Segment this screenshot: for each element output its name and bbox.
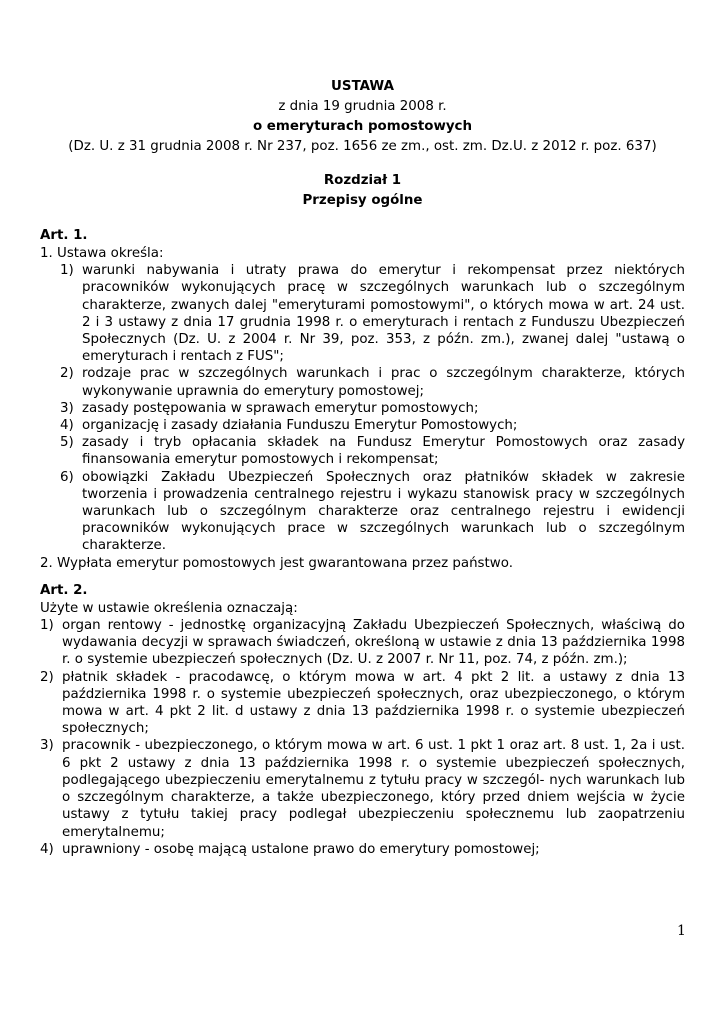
item-text: pracownik - ubezpieczonego, o którym mowa w art. 6 ust. 1 pkt 1 oraz art. 8 ust. 1, 2a i ust. 6 pkt 2 ustawy z dnia 13 października 1998 r. o systemie ubezpieczeń społecznych, podlegającego ubezpieczeniu emerytalnemu z tytułu pracy w szczegól- nych warunkach lub o szczególnym charakterze, a także ubezpieczonego, który przed dniem wejścia w życie ustawy z tytułu takiej pracy podlegał ubezpieczeniu społecznemu lub zaopatrzeniu emerytalnemu;: [62, 738, 685, 840]
item-text: organ rentowy - jednostkę organizacyjną Zakładu Ubezpieczeń Społecznych, właściwą do wydawania decyzji w sprawach świadczeń, określoną w ustawie z dnia 13 października 1998 r. o systemie ubezpieczeń społecznych (Dz. U. z 2007 r. Nr 11, poz. 74, z późn. zm.);: [62, 618, 685, 668]
act-date: z dnia 19 grudnia 2008 r.: [278, 99, 447, 114]
item-number: 4): [60, 418, 74, 434]
article-2-items: [40, 617, 685, 858]
list-item: [40, 737, 685, 840]
article-1-paragraph-2: 2. Wypłata emerytur pomostowych jest gwarantowana przez państwo.: [40, 555, 513, 571]
article-1-heading: Art. 1.: [40, 228, 88, 243]
act-source: (Dz. U. z 31 grudnia 2008 r. Nr 237, poz. 1656 ze zm., ost. zm. Dz.U. z 2012 r. poz. 637): [68, 139, 657, 154]
item-text: organizację i zasady działania Funduszu Emerytur Pomostowych;: [82, 418, 518, 434]
list-item: [40, 617, 685, 669]
act-title: USTAWA: [331, 79, 394, 94]
item-text: warunki nabywania i utraty prawa do emerytur i rekompensat przez niektórych pracowników wykonujących pracę w szczególnych warunkach lub o szczególnym charakterze, zwanych dalej "emeryturami pomostowymi", o których mowa w art. 24 ust. 2 i 3 ustawy z dnia 17 grudnia 1998 r. o emeryturach i rentach z Funduszu Ubezpieczeń Społecznych (Dz. U. z 2004 r. Nr 39, poz. 353, z późn. zm.), zwanej dalej "ustawą o emeryturach i rentach z FUS";: [82, 263, 685, 365]
item-number: 1): [60, 263, 74, 279]
item-number: 2): [40, 669, 54, 685]
list-item: [40, 669, 685, 738]
article-2-heading: Art. 2.: [40, 582, 88, 598]
article-2-intro: Użyte w ustawie określenia oznaczają:: [40, 600, 298, 616]
item-text: zasady postępowania w sprawach emerytur pomostowych;: [82, 400, 479, 416]
item-number: 5): [60, 435, 74, 451]
item-number: 3): [60, 400, 74, 416]
document-page: [40, 77, 685, 858]
article-1-items: [40, 262, 685, 554]
list-item: [40, 262, 685, 365]
item-text: zasady i tryb opłacania składek na Fundusz Emerytur Pomostowych oraz zasady finansowania emerytur pomostowych i rekompensat;: [82, 435, 685, 468]
act-header: [40, 77, 685, 157]
item-number: 2): [60, 366, 74, 382]
item-number: 1): [40, 618, 54, 634]
chapter-number: Rozdział 1: [323, 173, 402, 188]
list-item: [40, 434, 685, 468]
list-item: [40, 365, 685, 399]
article-2: [40, 582, 685, 858]
act-subject: o emeryturach pomostowych: [252, 119, 473, 134]
chapter-name: Przepisy ogólne: [302, 193, 423, 208]
item-number: 3): [40, 738, 54, 754]
item-number: 6): [60, 469, 74, 485]
item-number: 4): [40, 841, 54, 857]
chapter-heading: [40, 171, 685, 211]
item-text: obowiązki Zakładu Ubezpieczeń Społecznych oraz płatników składek w zakresie tworzenia i prowadzenia centralnego rejestru i wykazu stanowisk pracy w szczególnych warunkach lub o szczególnym charakterze oraz centralnego rejestru i ewidencji pracowników wykonujących prace w szczególnych warunkach lub o szczególnym charakterze.: [82, 469, 685, 554]
article-1-paragraph-1-intro: 1. Ustawa określa:: [40, 246, 164, 261]
list-item: [40, 417, 685, 434]
page-number: 1: [677, 923, 686, 939]
item-text: uprawniony - osobę mającą ustalone prawo do emerytury pomostowej;: [62, 841, 540, 857]
item-text: rodzaje prac w szczególnych warunkach i prac o szczególnym charakterze, których wykonywanie uprawnia do emerytury pomostowej;: [82, 366, 685, 399]
list-item: [40, 841, 685, 858]
list-item: [40, 400, 685, 417]
list-item: [40, 469, 685, 555]
item-text: płatnik składek - pracodawcę, o którym mowa w art. 4 pkt 2 lit. a ustawy z dnia 13 października 1998 r. o systemie ubezpieczeń społecznych, oraz ubezpieczonego, o którym mowa w art. 4 pkt 2 lit. d ustawy z dnia 13 października 1998 r. o systemie ubezpieczeń społecznych;: [62, 669, 685, 737]
article-1: [40, 227, 685, 572]
